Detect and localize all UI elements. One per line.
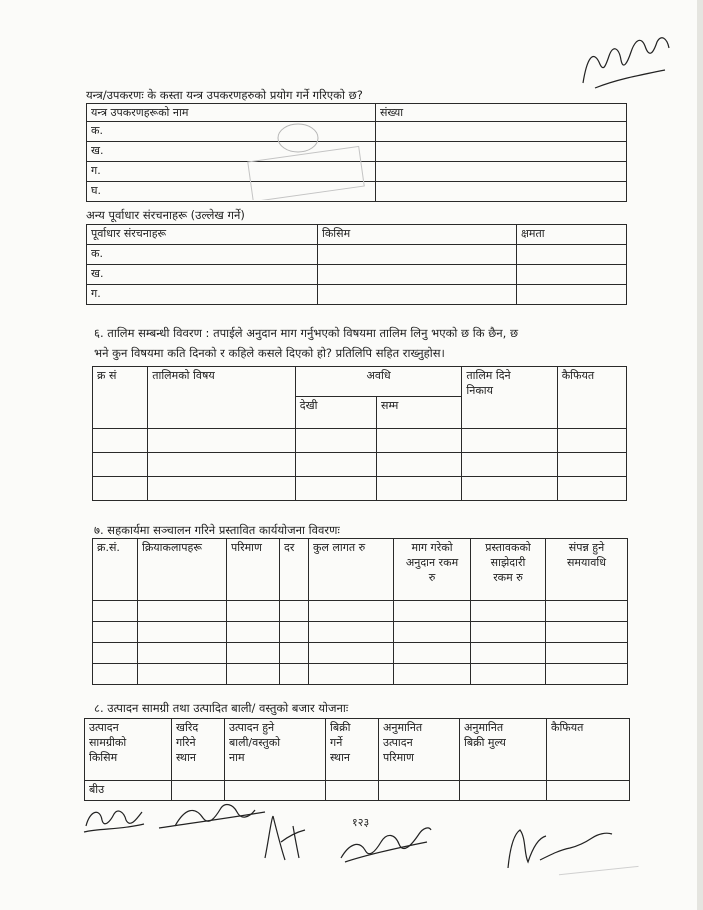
market-table: [84, 718, 630, 801]
table-cell[interactable]: [462, 477, 557, 501]
table-cell[interactable]: [93, 622, 138, 643]
table-cell[interactable]: [227, 622, 280, 643]
table-cell[interactable]: [138, 601, 227, 622]
table-cell[interactable]: [309, 622, 394, 643]
table-cell[interactable]: [394, 622, 471, 643]
table-cell[interactable]: [93, 643, 138, 664]
infrastructure-table: [86, 224, 627, 305]
table-cell[interactable]: [93, 453, 148, 477]
table-cell[interactable]: [309, 664, 394, 685]
table-cell[interactable]: [93, 664, 138, 685]
table-cell[interactable]: [227, 664, 280, 685]
market-col-sell-line1: बिक्री: [330, 721, 351, 734]
workplan-col-grant-line2: अनुदान रकम: [405, 556, 459, 569]
market-col-crop: [225, 719, 326, 781]
table-cell[interactable]: [280, 664, 309, 685]
signature-bottom-1: [80, 798, 150, 838]
table-cell[interactable]: [517, 245, 627, 265]
machinery-row-label: क.: [87, 122, 376, 142]
market-col-price: [460, 719, 547, 781]
table-cell[interactable]: [138, 622, 227, 643]
market-col-buy-line2: गरिने: [176, 736, 196, 749]
table-cell[interactable]: [394, 664, 471, 685]
table-cell[interactable]: [376, 182, 627, 202]
market-col-sell-line2: गर्ने: [330, 736, 343, 749]
table-cell[interactable]: [148, 453, 296, 477]
table-cell[interactable]: [462, 429, 557, 453]
table-cell[interactable]: [394, 601, 471, 622]
training-col-subject: तालिमको विषय: [148, 367, 296, 429]
market-col-buy: [172, 719, 225, 781]
market-col-production-line1: अनुमानित: [383, 721, 423, 734]
workplan-col-activities: क्रियाकलापहरू: [138, 539, 227, 601]
infrastructure-heading: अन्य पूर्वाधार संरचनाहरू (उल्लेख गर्ने): [86, 208, 245, 222]
table-cell[interactable]: [546, 643, 628, 664]
table-cell[interactable]: [295, 429, 376, 453]
training-col-agency: [462, 367, 557, 429]
table-cell[interactable]: [318, 265, 517, 285]
table-cell[interactable]: [280, 643, 309, 664]
workplan-col-quantity: परिमाण: [227, 539, 280, 601]
machinery-row-label: घ.: [87, 182, 376, 202]
table-cell[interactable]: [318, 285, 517, 305]
workplan-col-grant-line3: रु: [428, 571, 436, 584]
infrastructure-row-label: ग.: [87, 285, 318, 305]
table-cell[interactable]: [93, 477, 148, 501]
workplan-col-total: कुल लागत रु: [309, 539, 394, 601]
table-cell[interactable]: [376, 142, 627, 162]
machinery-heading: यन्त्र/उपकरणः के कस्ता यन्त्र उपकरणहरुको प्रयोग गर्ने गरिएको छ?: [86, 88, 363, 102]
market-col-sell: [326, 719, 379, 781]
table-cell[interactable]: [227, 601, 280, 622]
market-col-input-line2: सामग्रीको: [89, 736, 127, 749]
table-cell[interactable]: [517, 285, 627, 305]
training-col-sn: क्र सं: [93, 367, 148, 429]
table-cell[interactable]: [93, 601, 138, 622]
table-cell[interactable]: [93, 429, 148, 453]
market-col-crop-line3: नाम: [229, 751, 245, 764]
training-col-to: सम्म: [377, 397, 462, 429]
infrastructure-col-type: किसिम: [318, 225, 517, 245]
workplan-heading: ७. सहकार्यमा सञ्चालन गरिने प्रस्तावित कार्ययोजना विवरणः: [94, 523, 340, 537]
market-col-input-line3: किसिम: [89, 751, 118, 764]
training-table: [92, 366, 627, 501]
infrastructure-row-label: क.: [87, 245, 318, 265]
table-cell[interactable]: [546, 622, 628, 643]
market-col-crop-line2: बाली/वस्तुको: [229, 736, 281, 749]
infrastructure-row-label: ख.: [87, 265, 318, 285]
table-cell[interactable]: [394, 643, 471, 664]
market-first-row-label: बीउ: [85, 781, 172, 801]
table-cell[interactable]: [377, 477, 462, 501]
market-col-production-line3: परिमाण: [383, 751, 414, 764]
table-cell[interactable]: [376, 162, 627, 182]
workplan-col-deadline-line2: समयावधि: [567, 556, 606, 569]
market-col-remarks: कैफियत: [547, 719, 630, 781]
training-heading-line2: भने कुन विषयमा कति दिनको र कहिले कसले दिएको हो? प्रतिलिपि सहित राख्नुहोस।: [94, 346, 445, 360]
signature-bottom-4: [335, 818, 435, 868]
market-col-buy-line3: स्थान: [176, 751, 197, 764]
market-col-input-line1: उत्पादन: [89, 721, 119, 734]
table-cell[interactable]: [471, 601, 546, 622]
market-col-price-line1: अनुमानित: [464, 721, 504, 734]
infrastructure-col-name: पूर्वाधार संरचनाहरू: [87, 225, 318, 245]
training-col-agency-line1: तालिम दिने: [466, 369, 511, 382]
page-number: १२३: [352, 816, 370, 829]
table-cell[interactable]: [280, 601, 309, 622]
infrastructure-col-capacity: क्षमता: [517, 225, 627, 245]
table-cell[interactable]: [377, 429, 462, 453]
machinery-row-label: ख.: [87, 142, 376, 162]
training-col-duration: अवधि: [295, 367, 462, 397]
table-cell[interactable]: [326, 781, 379, 801]
table-cell[interactable]: [148, 477, 296, 501]
training-col-remarks: कैफियत: [557, 367, 626, 429]
table-cell[interactable]: [557, 477, 626, 501]
workplan-col-deadline: [546, 539, 628, 601]
market-col-price-line2: बिक्री मुल्य: [464, 736, 506, 749]
table-cell[interactable]: [227, 643, 280, 664]
workplan-table: [92, 538, 628, 685]
machinery-col-name: यन्त्र उपकरणहरूको नाम: [87, 104, 376, 122]
official-stamp: [240, 110, 370, 200]
workplan-col-rate: दर: [280, 539, 309, 601]
table-cell[interactable]: [148, 429, 296, 453]
workplan-col-share-line3: रकम रु: [493, 571, 523, 584]
training-heading-line1: ६. तालिम सम्बन्धी विवरण : तपाईले अनुदान माग गर्नुभएको विषयमा तालिम लिनु भएको छ कि छैन, छ: [94, 326, 519, 340]
table-cell[interactable]: [517, 265, 627, 285]
table-cell[interactable]: [557, 429, 626, 453]
table-cell[interactable]: [377, 453, 462, 477]
table-cell[interactable]: [280, 622, 309, 643]
signature-bottom-3: [255, 808, 315, 868]
market-col-crop-line1: उत्पादन हुने: [229, 721, 275, 734]
table-cell[interactable]: [138, 664, 227, 685]
machinery-row-label: ग.: [87, 162, 376, 182]
market-col-production: [379, 719, 460, 781]
workplan-col-grant: [394, 539, 471, 601]
table-cell[interactable]: [376, 122, 627, 142]
workplan-col-deadline-line1: संपन्न हुने: [568, 541, 605, 554]
workplan-col-share-line1: प्रस्तावकको: [485, 541, 531, 554]
workplan-col-share-line2: साझेदारी: [490, 556, 526, 569]
market-col-sell-line3: स्थान: [330, 751, 351, 764]
workplan-col-share: [471, 539, 546, 601]
table-cell[interactable]: [462, 453, 557, 477]
market-col-buy-line1: खरिद: [176, 721, 199, 734]
table-cell[interactable]: [547, 781, 630, 801]
workplan-col-sn: क्र.सं.: [93, 539, 138, 601]
table-cell[interactable]: [138, 643, 227, 664]
machinery-col-count: संख्या: [376, 104, 627, 122]
table-cell[interactable]: [309, 643, 394, 664]
market-col-production-line2: उत्पादन: [383, 736, 413, 749]
market-col-input: [85, 719, 172, 781]
table-cell[interactable]: [557, 453, 626, 477]
table-cell[interactable]: [460, 781, 547, 801]
training-col-from: देखी: [295, 397, 376, 429]
market-heading: ८. उत्पादन सामग्री तथा उत्पादित बाली/ वस्तुको बजार योजनाः: [94, 701, 349, 715]
table-cell[interactable]: [546, 601, 628, 622]
table-cell[interactable]: [379, 781, 460, 801]
table-cell[interactable]: [471, 664, 546, 685]
table-cell[interactable]: [546, 664, 628, 685]
page-edge-shadow: [697, 0, 703, 910]
table-cell[interactable]: [295, 477, 376, 501]
table-cell[interactable]: [318, 245, 517, 265]
table-cell[interactable]: [295, 453, 376, 477]
training-col-agency-line2: निकाय: [466, 384, 493, 397]
workplan-col-grant-line1: माग गरेको: [411, 541, 453, 554]
table-cell[interactable]: [471, 643, 546, 664]
table-cell[interactable]: [471, 622, 546, 643]
table-cell[interactable]: [309, 601, 394, 622]
